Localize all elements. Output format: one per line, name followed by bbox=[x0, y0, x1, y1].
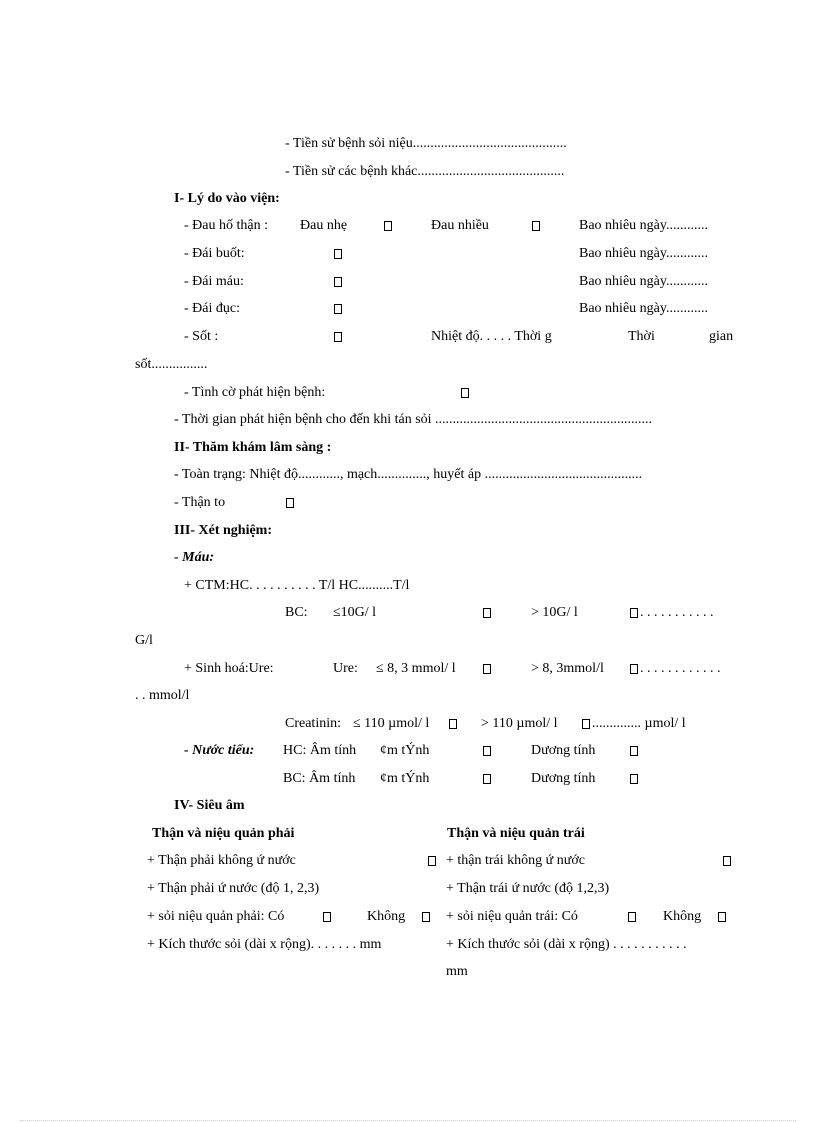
bc-low: ≤10G/ l bbox=[333, 605, 377, 620]
urine-bc-weird: ¢m tÝnh bbox=[380, 771, 430, 786]
ure-high-checkbox[interactable] bbox=[630, 664, 638, 674]
creatinin-low: ≤ 110 µmol/ l bbox=[353, 716, 430, 731]
right-stone-no-checkbox[interactable] bbox=[422, 912, 430, 922]
left-hydro: + Thận trái ứ nước (độ 1,2,3) bbox=[446, 881, 610, 896]
pain-label: - Đau hố thận : bbox=[184, 218, 268, 233]
section-4-title: IV- Siêu âm bbox=[174, 798, 245, 813]
ure-dots: . . . . . . . . . . . . bbox=[640, 661, 721, 676]
right-no-hydro-checkbox[interactable] bbox=[428, 856, 436, 866]
left-stone-yes-checkbox[interactable] bbox=[628, 912, 636, 922]
blood-title: - Máu: bbox=[174, 550, 215, 565]
right-stone-no-label: Không bbox=[367, 909, 406, 924]
fever-label: - Sốt : bbox=[184, 329, 219, 344]
fever-time-word2: gian bbox=[709, 329, 734, 344]
fever-time-dots: sốt................ bbox=[135, 357, 208, 372]
bc-low-checkbox[interactable] bbox=[483, 608, 491, 618]
creatinin-dots: .............. µmol/ l bbox=[592, 716, 686, 731]
urine-bc-positive-checkbox[interactable] bbox=[630, 774, 638, 784]
pain-mild-checkbox[interactable] bbox=[384, 221, 392, 231]
right-hydro: + Thận phải ứ nước (độ 1, 2,3) bbox=[147, 881, 320, 896]
right-stone: + sỏi niệu quản phải: Có bbox=[147, 909, 285, 924]
pain-days: Bao nhiêu ngày............ bbox=[579, 218, 708, 233]
pain-severe-label: Đau nhiều bbox=[431, 218, 489, 233]
incidental-label: - Tình cờ phát hiện bệnh: bbox=[184, 385, 326, 400]
creatinin-low-checkbox[interactable] bbox=[449, 719, 457, 729]
cloudy-days: Bao nhiêu ngày............ bbox=[579, 301, 708, 316]
bc-high-checkbox[interactable] bbox=[630, 608, 638, 618]
section-1-title: I- Lý do vào viện: bbox=[174, 191, 280, 206]
bc-high: > 10G/ l bbox=[531, 605, 578, 620]
discovery-time: - Thời gian phát hiện bệnh cho đến khi tán sỏi .............................................................. bbox=[174, 412, 653, 427]
left-no-hydro: + thận trái không ứ nước bbox=[446, 853, 585, 868]
bc-dots: . . . . . . . . . . . bbox=[640, 605, 714, 620]
burning-days: Bao nhiêu ngày............ bbox=[579, 246, 708, 261]
section-2-title: II- Thăm khám lâm sàng : bbox=[174, 440, 332, 455]
urine-hc-positive: Dương tính bbox=[531, 743, 596, 758]
fever-checkbox[interactable] bbox=[334, 332, 342, 342]
left-kidney-title: Thận và niệu quản trái bbox=[447, 826, 585, 841]
creatinin-high: > 110 µmol/ l bbox=[481, 716, 558, 731]
pain-mild-label: Đau nhẹ bbox=[300, 218, 348, 233]
blood-urine-checkbox[interactable] bbox=[334, 277, 342, 287]
left-no-hydro-checkbox[interactable] bbox=[723, 856, 731, 866]
incidental-checkbox[interactable] bbox=[461, 388, 469, 398]
urine-hc-negative: HC: Âm tính bbox=[283, 743, 357, 758]
right-stone-yes-checkbox[interactable] bbox=[323, 912, 331, 922]
urine-hc-weird: ¢m tÝnh bbox=[380, 743, 430, 758]
left-stone: + sỏi niệu quản trái: Có bbox=[446, 909, 578, 924]
fever-time-word1: Thời bbox=[628, 329, 655, 344]
ure-label: Ure: bbox=[333, 661, 358, 676]
section-3-title: III- Xét nghiệm: bbox=[174, 523, 272, 538]
left-stone-no-checkbox[interactable] bbox=[718, 912, 726, 922]
ure-unit: . . mmol/l bbox=[135, 688, 190, 703]
urine-bc-negative: BC: Âm tính bbox=[283, 771, 356, 786]
biochem-label: + Sinh hoá:Ure: bbox=[184, 661, 274, 676]
right-no-hydro: + Thận phải không ứ nước bbox=[147, 853, 296, 868]
pain-severe-checkbox[interactable] bbox=[532, 221, 540, 231]
left-stone-no-label: Không bbox=[663, 909, 702, 924]
general-condition: - Toàn trạng: Nhiệt độ............, mạch.............., huyết áp ............................................. bbox=[174, 467, 643, 482]
creatinin-high-checkbox[interactable] bbox=[582, 719, 590, 729]
right-kidney-title: Thận và niệu quản phải bbox=[152, 826, 295, 841]
cloudy-checkbox[interactable] bbox=[334, 304, 342, 314]
fever-temp: Nhiệt độ. . . . . Thời g bbox=[431, 329, 552, 344]
big-kidney-label: - Thận to bbox=[174, 495, 226, 510]
urine-bc-positive: Dương tính bbox=[531, 771, 596, 786]
ure-low: ≤ 8, 3 mmol/ l bbox=[376, 661, 456, 676]
burning-label: - Đái buốt: bbox=[184, 246, 245, 261]
big-kidney-checkbox[interactable] bbox=[286, 498, 294, 508]
blood-urine-label: - Đái máu: bbox=[184, 274, 244, 289]
history-kidney-stone: - Tiền sử bệnh sỏi niệu............................................ bbox=[285, 136, 567, 151]
bc-label: BC: bbox=[285, 605, 308, 620]
cloudy-label: - Đái đục: bbox=[184, 301, 240, 316]
burning-checkbox[interactable] bbox=[334, 249, 342, 259]
urine-hc-negative-checkbox[interactable] bbox=[483, 746, 491, 756]
urine-title: - Nước tiểu: bbox=[184, 743, 255, 758]
ctm-line: + CTM:HC. . . . . . . . . . T/l HC..........T/l bbox=[184, 578, 410, 593]
blood-urine-days: Bao nhiêu ngày............ bbox=[579, 274, 708, 289]
left-stone-size-unit: mm bbox=[446, 964, 468, 979]
bc-unit: G/l bbox=[135, 633, 153, 648]
left-stone-size: + Kích thước sỏi (dài x rộng) . . . . . . . . . . . bbox=[446, 937, 687, 952]
history-other: - Tiền sử các bệnh khác.......................................... bbox=[285, 164, 565, 179]
page-edge-divider bbox=[20, 1120, 796, 1121]
urine-bc-negative-checkbox[interactable] bbox=[483, 774, 491, 784]
ure-low-checkbox[interactable] bbox=[483, 664, 491, 674]
creatinin-label: Creatinin: bbox=[285, 716, 341, 731]
urine-hc-positive-checkbox[interactable] bbox=[630, 746, 638, 756]
ure-high: > 8, 3mmol/l bbox=[531, 661, 604, 676]
right-stone-size: + Kích thước sỏi (dài x rộng). . . . . . . mm bbox=[147, 937, 382, 952]
